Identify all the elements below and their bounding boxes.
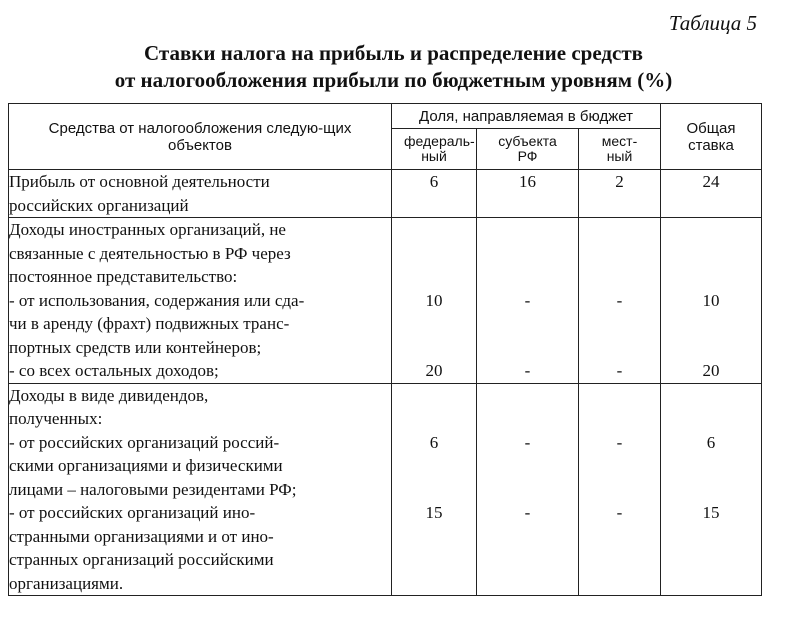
value-total [661,407,761,431]
description-line: организациями. [9,573,124,593]
value-local [579,194,660,218]
description-line: связанные с деятельностью в РФ через [9,243,291,263]
value-subject [477,548,578,572]
cell-subject [477,170,579,218]
table-number: Таблица 5 [668,11,757,35]
value-total [661,242,761,266]
cell-federal [392,218,477,384]
value-local [579,572,660,596]
description-line: Прибыль от основной деятельности [9,172,270,191]
value-total [661,218,761,242]
value-total [661,478,761,502]
value-subject [477,242,578,266]
header-subject [477,129,579,170]
value-total: 15 [702,503,720,522]
cell-total [661,383,762,596]
value-federal: 6 [429,172,439,191]
value-subject [477,312,578,336]
value-local [579,548,660,572]
table-row [9,218,762,384]
value-total [661,548,761,572]
value-federal [392,312,476,336]
header-subject-label: субъекта РФ [498,133,557,164]
header-local [579,129,661,170]
value-federal [392,218,476,242]
value-subject [477,407,578,431]
cell-federal [392,170,477,218]
value-federal [392,525,476,549]
value-subject: 16 [519,172,536,191]
value-subject [477,454,578,478]
value-total [661,384,761,408]
value-subject [477,525,578,549]
table-title-line-1: Ставки налога на прибыль и распределение средств [144,41,643,65]
value-local [579,218,660,242]
table-title-line-2: от налогообложения прибыли по бюджетным уровням (%) [114,68,673,92]
value-total: 10 [702,290,720,310]
header-share-group: Доля, направляемая в бюджет [392,104,661,129]
value-federal [392,454,476,478]
value-local [579,525,660,549]
description-line: - от российских организаций ино- [9,503,256,522]
header-total-label: Общая ставка [686,119,736,154]
value-total [661,336,761,360]
value-federal [392,384,476,408]
value-subject [477,384,578,408]
value-federal: 10 [425,290,443,310]
value-local [579,407,660,431]
value-subject [477,265,578,289]
value-local: - [616,432,623,452]
cell-local [579,170,661,218]
description-line: Доходы иностранных организаций, не [9,220,286,239]
description-line: странными организациями и от ино- [9,526,274,546]
value-federal [392,242,476,266]
description-line: - от использования, содержания или сда- [9,290,305,310]
value-local: - [616,503,623,522]
value-total [661,572,761,596]
value-federal [392,478,476,502]
description-line: портных средств или контейнеров; [9,337,262,357]
value-local [579,242,660,266]
table-body [9,170,762,596]
value-local [579,336,660,360]
value-total [661,312,761,336]
value-subject: - [524,290,531,310]
value-subject [477,478,578,502]
row-description [9,383,392,596]
value-local [579,384,660,408]
cell-local [579,218,661,384]
tax-rates-table [8,103,762,596]
value-local: - [616,361,623,380]
row-description [9,218,392,384]
cell-total [661,170,762,218]
value-subject: - [524,432,531,452]
table-row [9,170,762,218]
header-source-column [9,104,392,170]
header-federal-label: федераль-ный [404,133,475,164]
value-total [661,454,761,478]
value-federal [392,336,476,360]
value-subject: - [524,361,531,380]
cell-federal [392,383,477,596]
value-total [661,265,761,289]
description-line: странных организаций российскими [9,550,274,569]
description-line: полученных: [9,409,103,428]
description-line: - со всех остальных доходов; [9,361,219,380]
value-federal [392,548,476,572]
value-federal: 6 [429,432,439,452]
description-line: скими организациями и физическими [9,456,283,475]
row-description [9,170,392,218]
value-total [661,194,761,218]
description-line: лицами – налоговыми резидентами РФ; [9,479,297,499]
value-total: 20 [702,361,720,380]
value-total: 24 [702,172,720,191]
value-local [579,454,660,478]
cell-total [661,218,762,384]
value-federal [392,572,476,596]
value-subject [477,336,578,360]
value-federal [392,407,476,431]
description-line: российских организаций [9,195,189,215]
value-local: 2 [615,172,624,191]
description-line: постоянное представительство: [9,267,238,286]
header-local-label: мест-ный [601,133,638,164]
value-federal [392,194,476,218]
value-subject [477,194,578,218]
table-row [9,383,762,596]
value-subject [477,218,578,242]
cell-local [579,383,661,596]
cell-subject [477,383,579,596]
value-local [579,265,660,289]
cell-subject [477,218,579,384]
value-federal [392,265,476,289]
value-subject: - [524,503,531,522]
value-total [661,525,761,549]
header-federal [392,129,477,170]
description-line: - от российских организаций россий- [9,432,280,452]
value-subject [477,572,578,596]
description-line: Доходы в виде дивидендов, [9,385,209,405]
value-total: 6 [706,432,716,452]
value-federal: 20 [425,361,443,380]
description-line: чи в аренду (фрахт) подвижных транс- [9,314,290,333]
header-source-label: Средства от налогообложения следую-щих объектов [48,119,352,154]
value-federal: 15 [425,503,443,522]
value-local [579,478,660,502]
header-total-rate [661,104,762,170]
value-local: - [616,290,623,310]
value-local [579,312,660,336]
